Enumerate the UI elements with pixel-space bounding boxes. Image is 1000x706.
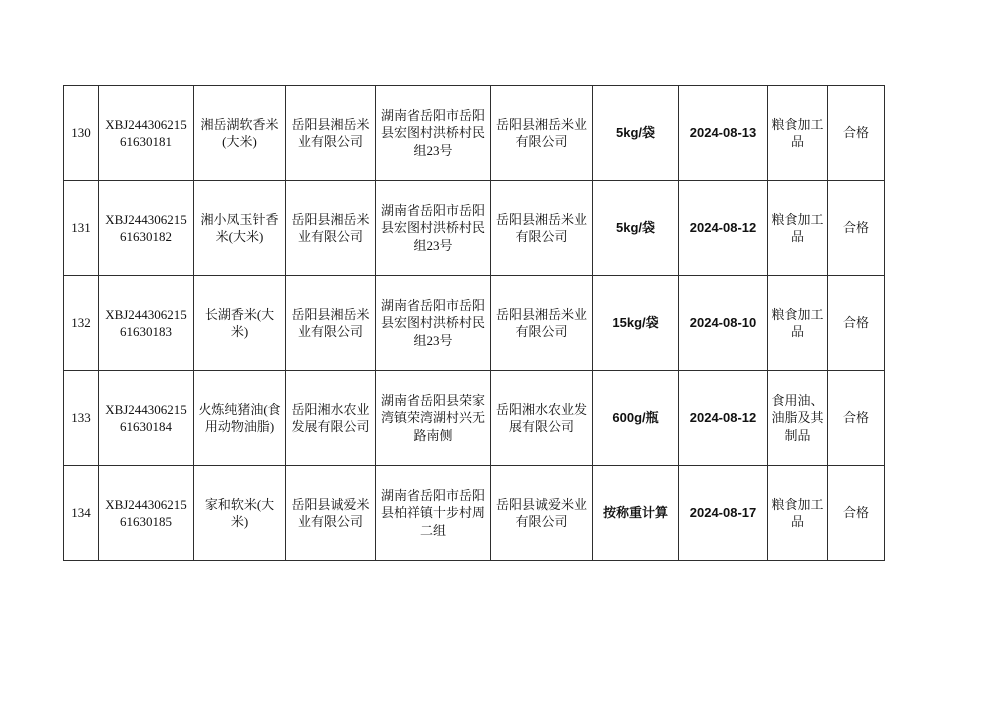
cell-production-date: 2024-08-17 [679, 466, 768, 561]
cell-seq: 133 [64, 371, 99, 466]
table-row [64, 181, 885, 276]
table-row [64, 276, 885, 371]
cell-manufacturer: 岳阳县诚爱米业有限公司 [286, 466, 376, 561]
cell-manufacturer: 岳阳县湘岳米业有限公司 [286, 181, 376, 276]
cell-manufacturer: 岳阳县湘岳米业有限公司 [286, 86, 376, 181]
cell-category: 粮食加工品 [768, 276, 828, 371]
cell-seq: 130 [64, 86, 99, 181]
cell-sampled-company: 岳阳县诚爱米业有限公司 [491, 466, 593, 561]
cell-sample-id: XBJ24430621561630183 [99, 276, 194, 371]
cell-result: 合格 [828, 371, 885, 466]
cell-seq: 131 [64, 181, 99, 276]
table-row [64, 466, 885, 561]
cell-result: 合格 [828, 181, 885, 276]
cell-product-name: 火炼纯猪油(食用动物油脂) [194, 371, 286, 466]
cell-spec: 5kg/袋 [593, 86, 679, 181]
cell-address: 湖南省岳阳市岳阳县宏图村洪桥村民组23号 [376, 86, 491, 181]
cell-spec: 15kg/袋 [593, 276, 679, 371]
cell-address: 湖南省岳阳市岳阳县宏图村洪桥村民组23号 [376, 276, 491, 371]
inspection-results-table [63, 85, 885, 561]
cell-sampled-company: 岳阳县湘岳米业有限公司 [491, 86, 593, 181]
cell-sampled-company: 岳阳县湘岳米业有限公司 [491, 276, 593, 371]
cell-sample-id: XBJ24430621561630182 [99, 181, 194, 276]
cell-manufacturer: 岳阳湘水农业发展有限公司 [286, 371, 376, 466]
cell-production-date: 2024-08-12 [679, 181, 768, 276]
cell-address: 湖南省岳阳市岳阳县柏祥镇十步村周二组 [376, 466, 491, 561]
cell-sample-id: XBJ24430621561630185 [99, 466, 194, 561]
cell-product-name: 湘岳湖软香米(大米) [194, 86, 286, 181]
cell-category: 粮食加工品 [768, 86, 828, 181]
cell-address: 湖南省岳阳市岳阳县宏图村洪桥村民组23号 [376, 181, 491, 276]
cell-product-name: 家和软米(大米) [194, 466, 286, 561]
cell-seq: 132 [64, 276, 99, 371]
cell-sample-id: XBJ24430621561630184 [99, 371, 194, 466]
cell-category: 粮食加工品 [768, 181, 828, 276]
cell-production-date: 2024-08-12 [679, 371, 768, 466]
table-row [64, 86, 885, 181]
cell-sampled-company: 岳阳县湘岳米业有限公司 [491, 181, 593, 276]
cell-category: 食用油、油脂及其制品 [768, 371, 828, 466]
cell-product-name: 长湖香米(大米) [194, 276, 286, 371]
cell-result: 合格 [828, 466, 885, 561]
cell-spec: 600g/瓶 [593, 371, 679, 466]
cell-sampled-company: 岳阳湘水农业发展有限公司 [491, 371, 593, 466]
cell-production-date: 2024-08-10 [679, 276, 768, 371]
cell-spec: 5kg/袋 [593, 181, 679, 276]
cell-spec: 按称重计算 [593, 466, 679, 561]
cell-production-date: 2024-08-13 [679, 86, 768, 181]
cell-product-name: 湘小凤玉针香米(大米) [194, 181, 286, 276]
cell-manufacturer: 岳阳县湘岳米业有限公司 [286, 276, 376, 371]
cell-sample-id: XBJ24430621561630181 [99, 86, 194, 181]
cell-address: 湖南省岳阳县荣家湾镇荣湾湖村兴无路南侧 [376, 371, 491, 466]
table-row [64, 371, 885, 466]
cell-seq: 134 [64, 466, 99, 561]
cell-result: 合格 [828, 86, 885, 181]
cell-category: 粮食加工品 [768, 466, 828, 561]
cell-result: 合格 [828, 276, 885, 371]
